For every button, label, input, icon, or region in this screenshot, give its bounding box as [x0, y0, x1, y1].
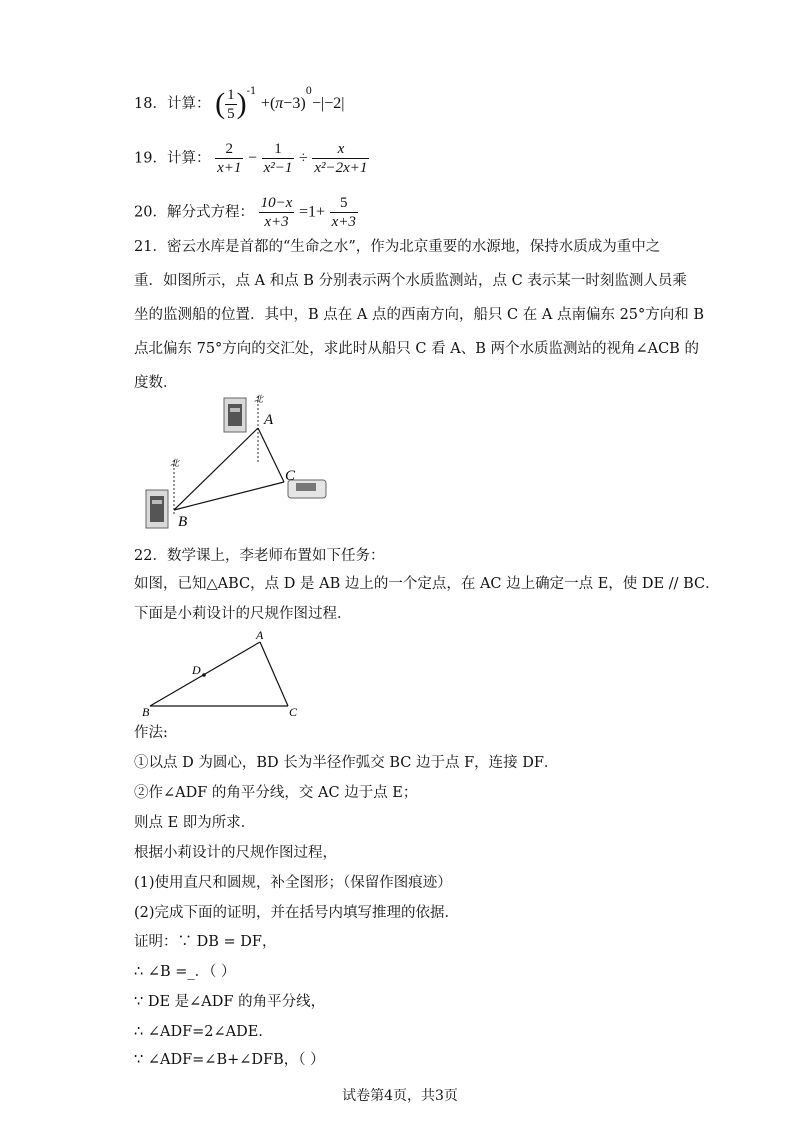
q22-line-2: 如图，已知△ABC，点 D 是 AB 边上的一个定点，在 AC 边上确定一点 E，使 DE // BC．	[134, 576, 720, 592]
fraction-one-fifth: $\frac{1}{5}$	[227, 86, 235, 122]
method-step-2: ②作∠ADF 的角平分线，交 AC 边于点 E；	[134, 785, 418, 801]
page-footer: 试卷第4页，共3页	[342, 1088, 458, 1104]
north-label-b: 北	[170, 458, 180, 468]
q21-line-1: 21．密云水库是首都的“生命之水”，作为北京重要的水源地，保持水质成为重中之	[134, 239, 661, 255]
part-2: (2)完成下面的证明，并在括号内填写推理的依据．	[134, 905, 460, 921]
method-step-3: 则点 E 即为所求．	[134, 815, 256, 831]
north-label-a: 北	[254, 394, 264, 404]
q22-figure	[140, 628, 310, 720]
proof-line-3: ∵ DE 是∠ADF 的角平分线，	[134, 994, 326, 1010]
point-b-label: B	[142, 705, 150, 719]
q21-line-4: 点北偏东 75°方向的交汇处，求此时从船只 C 看 A、B 两个水质监测站的视角∠ACB 的	[134, 341, 699, 357]
station-b-image	[146, 490, 168, 528]
q21-line-3: 坐的监测船的位置．其中，B 点在 A 点的西南方向，船只 C 在 A 点南偏东 25°方向和 B	[134, 307, 705, 323]
point-c-label: C	[289, 705, 298, 719]
q22-line-1: 22．数学课上，李老师布置如下任务：	[134, 548, 385, 564]
segment-ab	[174, 428, 258, 510]
station-a-image	[224, 398, 246, 432]
segment-ac	[258, 428, 284, 482]
part-1: (1)使用直尺和圆规，补全图形；（保留作图痕迹）	[134, 875, 452, 891]
question-18: 18．计算： ( $\frac{1}{5}$ )$^{-1} +(\pi-3)^0-|-2|$	[134, 86, 345, 122]
question-19: 19．计算： $\frac{2}{x+1}$ − $\frac{1}{\text{x²−1}}$ ÷ $\frac{x}{\text{x²−2x+1}}$	[134, 141, 368, 176]
q22-line-3: 下面是小莉设计的尺规作图过程．	[134, 606, 352, 622]
point-a-label: A	[256, 628, 264, 642]
point-d	[202, 673, 206, 677]
segment-ac	[260, 642, 288, 706]
method-step-1: ①以点 D 为圆心，BD 长为半径作弧交 BC 边于点 F，连接 DF．	[134, 755, 559, 771]
q21-line-5: 度数．	[134, 375, 178, 391]
point-b-label: B	[178, 514, 188, 530]
question-20: 20．解分式方程： $\frac{10-x}{x+3}$ =1+ $\frac{5}{x+3}$	[134, 195, 356, 230]
method-intro: 根据小莉设计的尺规作图过程，	[134, 845, 337, 861]
segment-bc	[174, 482, 284, 510]
proof-line-1: 证明：∵ DB = DF，	[134, 934, 277, 950]
q21-figure	[130, 390, 350, 535]
point-a-label: A	[264, 412, 274, 428]
q21-line-2: 重．如图所示，点 A 和点 B 分别表示两个水质监测站，点 C 表示某一时刻监测人员乘	[134, 273, 687, 289]
method-title: 作法:	[134, 725, 168, 741]
point-d-label: D	[192, 663, 201, 677]
proof-line-5: ∵ ∠ADF=∠B+∠DFB，（ ）	[134, 1052, 325, 1068]
proof-line-2: ∴ ∠B =_．（ ）	[134, 964, 236, 980]
point-c-label: C	[285, 468, 296, 484]
proof-line-4: ∴ ∠ADF=2∠ADE．	[134, 1024, 273, 1040]
